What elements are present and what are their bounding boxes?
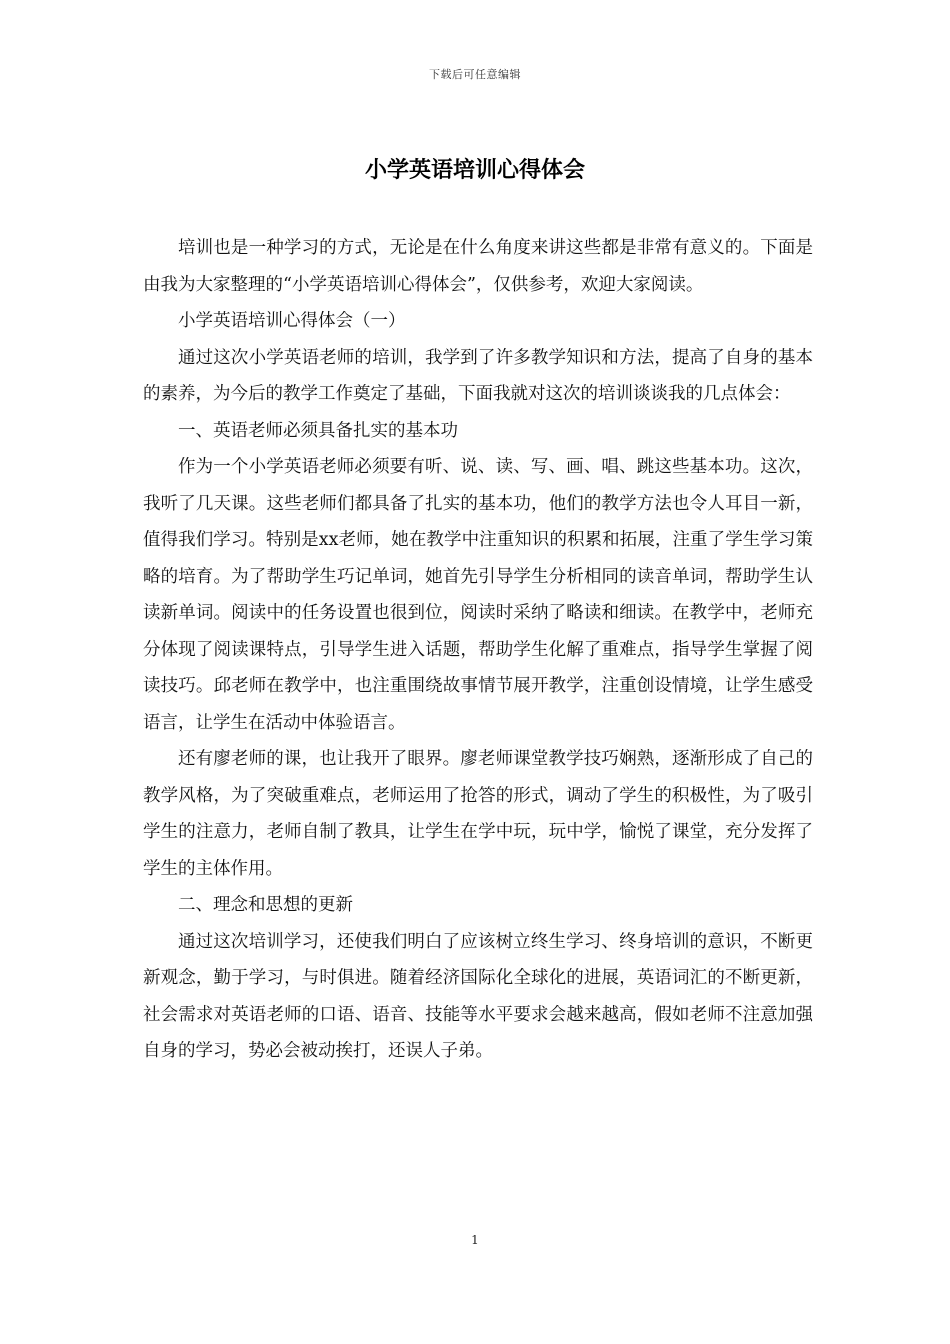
body-paragraph: 作为一个小学英语老师必须要有听、说、读、写、画、唱、跳这些基本功。这次，我听了几天课。这些老师们都具备了扎实的基本功，他们的教学方法也令人耳目一新，值得我们学习。特别是xx老师，她在教学中注重知识的积累和拓展，注重了学生学习策略的培育。为了帮助学生巧记单词，她首先引导学生分析相同的读音单词，帮助学生认读新单词。阅读中的任务设置也很到位，阅读时采纳了略读和细读。在教学中，老师充分体现了阅读课特点，引导学生进入话题，帮助学生化解了重难点，指导学生掌握了阅读技巧。邱老师在教学中，也注重围绕故事情节展开教学，注重创设情境，让学生感受语言，让学生在活动中体验语言。 <box>143 457 813 733</box>
body-paragraph: 通过这次培训学习，还使我们明白了应该树立终生学习、终身培训的意识，不断更新观念，勤于学习，与时俱进。随着经济国际化全球化的进展，英语词汇的不断更新，社会需求对英语老师的口语、语音、技能等水平要求会越来越高，假如老师不注意加强自身的学习，势必会被动挨打，还误人子弟。 <box>143 931 813 1061</box>
document-body <box>143 230 813 1070</box>
subsection-heading: 二、理念和思想的更新 <box>178 895 353 915</box>
body-paragraph: 还有廖老师的课，也让我开了眼界。廖老师课堂教学技巧娴熟，逐渐形成了自己的教学风格，为了突破重难点，老师运用了抢答的形式，调动了学生的积极性，为了吸引学生的注意力，老师自制了教具，让学生在学中玩，玩中学，愉悦了课堂，充分发挥了学生的主体作用。 <box>143 749 813 879</box>
section-heading: 小学英语培训心得体会（一） <box>178 311 406 331</box>
document-title: 小学英语培训心得体会 <box>364 157 585 183</box>
subsection-heading: 一、英语老师必须具备扎实的基本功 <box>178 420 458 441</box>
intro-paragraph: 培训也是一种学习的方式，无论是在什么角度来讲这些都是非常有意义的。下面是由我为大家整理的“小学英语培训心得体会”，仅供参考，欢迎大家阅读。 <box>143 238 813 295</box>
body-paragraph: 通过这次小学英语老师的培训，我学到了许多教学知识和方法，提高了自身的基本的素养，为今后的教学工作奠定了基础，下面我就对这次的培训谈谈我的几点体会： <box>143 347 813 404</box>
header-note: 下载后可任意编辑 <box>429 68 521 81</box>
page-number: 1 <box>471 1233 479 1247</box>
